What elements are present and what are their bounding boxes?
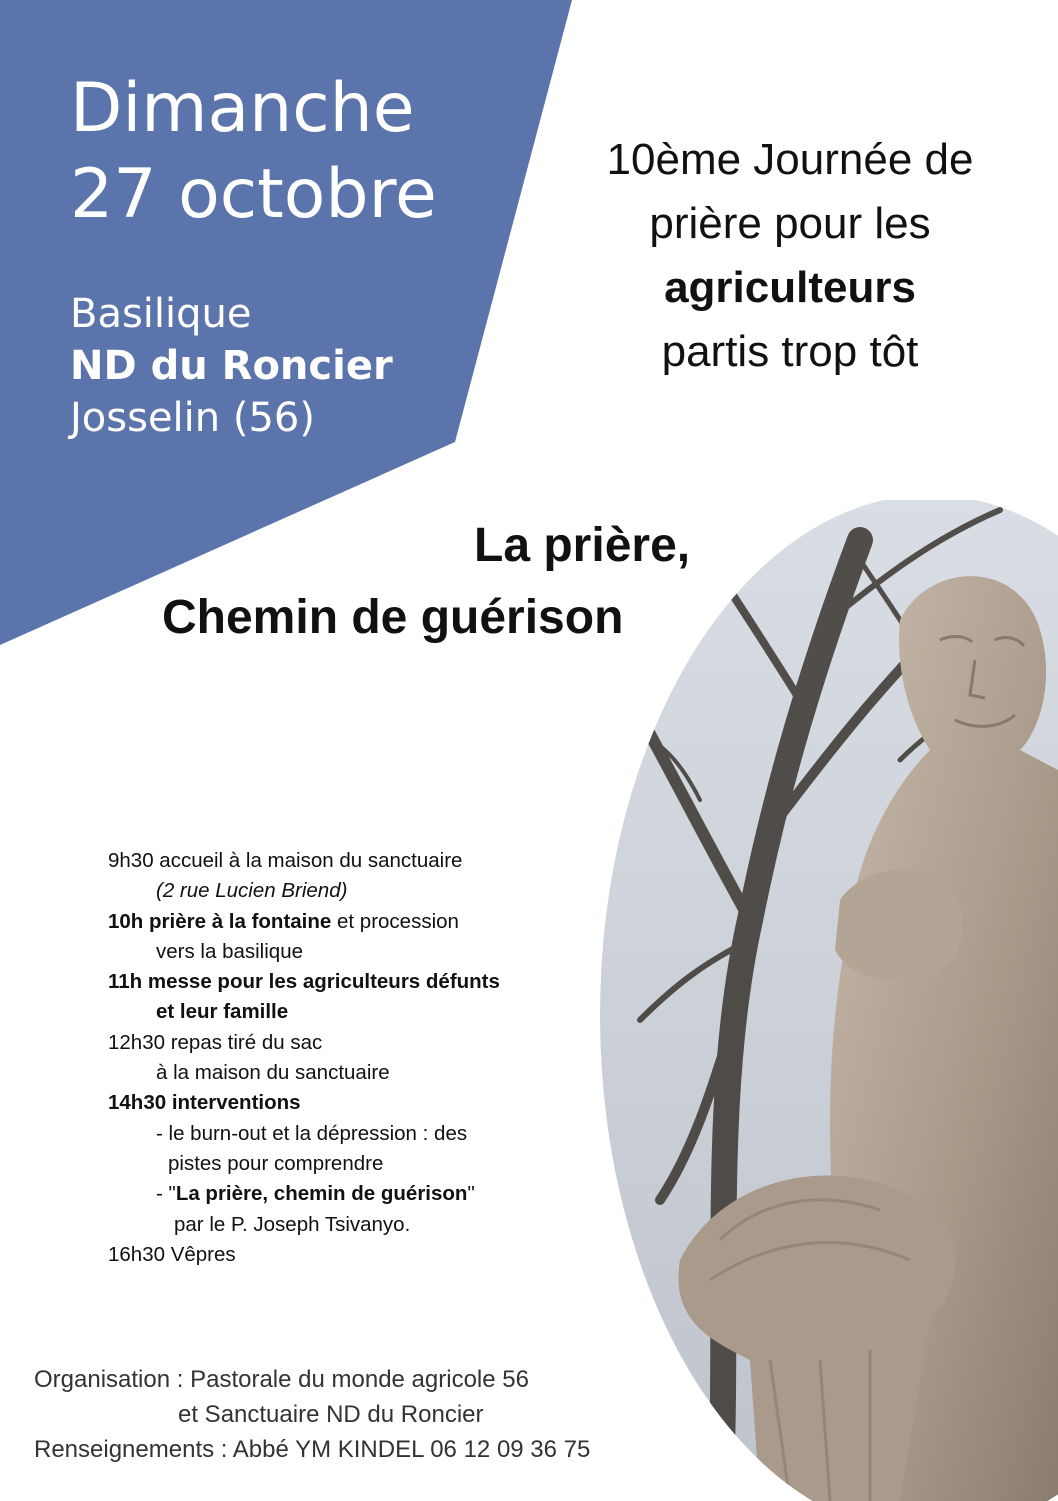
- venue-town: Josselin (56): [70, 395, 315, 441]
- program-item-fountain-sub: vers la basilique: [156, 939, 303, 963]
- program-item-fountain: [108, 907, 578, 937]
- program-item-vespers: 16h30 Vêpres: [108, 1242, 236, 1266]
- date-day: Dimanche: [70, 69, 415, 148]
- program-item-arrival-address: (2 rue Lucien Briend): [156, 879, 348, 903]
- program-item-fountain-rest: et procession: [331, 909, 459, 933]
- footer-contact: Renseignements : Abbé YM KINDEL 06 12 09 36 75: [34, 1436, 591, 1463]
- event-venue: [70, 288, 393, 444]
- event-program: [108, 846, 578, 1270]
- theme-line2: Chemin de guérison: [162, 591, 624, 644]
- event-headline: [560, 128, 1020, 384]
- date-month: 27 octobre: [70, 155, 437, 234]
- talk-2-line1: [108, 1179, 578, 1209]
- footer-organisation-2: et Sanctuaire ND du Roncier: [178, 1401, 484, 1428]
- footer-info: [34, 1362, 590, 1467]
- program-item-lunch: 12h30 repas tiré du sac: [108, 1030, 323, 1054]
- talk-2-title: La prière, chemin de guérison: [175, 1182, 468, 1206]
- talk-2-prefix: - ": [156, 1182, 176, 1206]
- talk-1-line2: pistes pour comprendre: [168, 1151, 384, 1175]
- program-item-lunch-sub: à la maison du sanctuaire: [156, 1061, 390, 1085]
- talk-2-suffix: ": [467, 1182, 475, 1206]
- headline-line3: agriculteurs: [664, 263, 916, 312]
- program-item-talks: 14h30 interventions: [108, 1091, 301, 1115]
- headline-line1: 10ème Journée de: [606, 135, 974, 184]
- program-item-fountain-time: 10h prière à la fontaine: [108, 909, 332, 933]
- talk-1-line1: - le burn-out et la dépression : des: [156, 1121, 468, 1145]
- theme-line1: La prière,: [474, 519, 691, 572]
- event-date: [70, 66, 437, 238]
- program-item-mass-sub: et leur famille: [156, 1000, 289, 1024]
- headline-line2: prière pour les: [649, 199, 931, 248]
- program-item-arrival: 9h30 accueil à la maison du sanctuaire: [108, 849, 463, 872]
- saint-statue-photo: [600, 500, 1058, 1501]
- venue-name: ND du Roncier: [70, 343, 393, 389]
- talk-2-speaker: par le P. Joseph Tsivanyo.: [174, 1212, 411, 1236]
- headline-line4: partis trop tôt: [661, 327, 919, 376]
- program-item-mass: 11h messe pour les agriculteurs défunts: [108, 970, 500, 994]
- footer-organisation: Organisation : Pastorale du monde agricole 56: [34, 1366, 529, 1393]
- venue-type: Basilique: [70, 291, 252, 337]
